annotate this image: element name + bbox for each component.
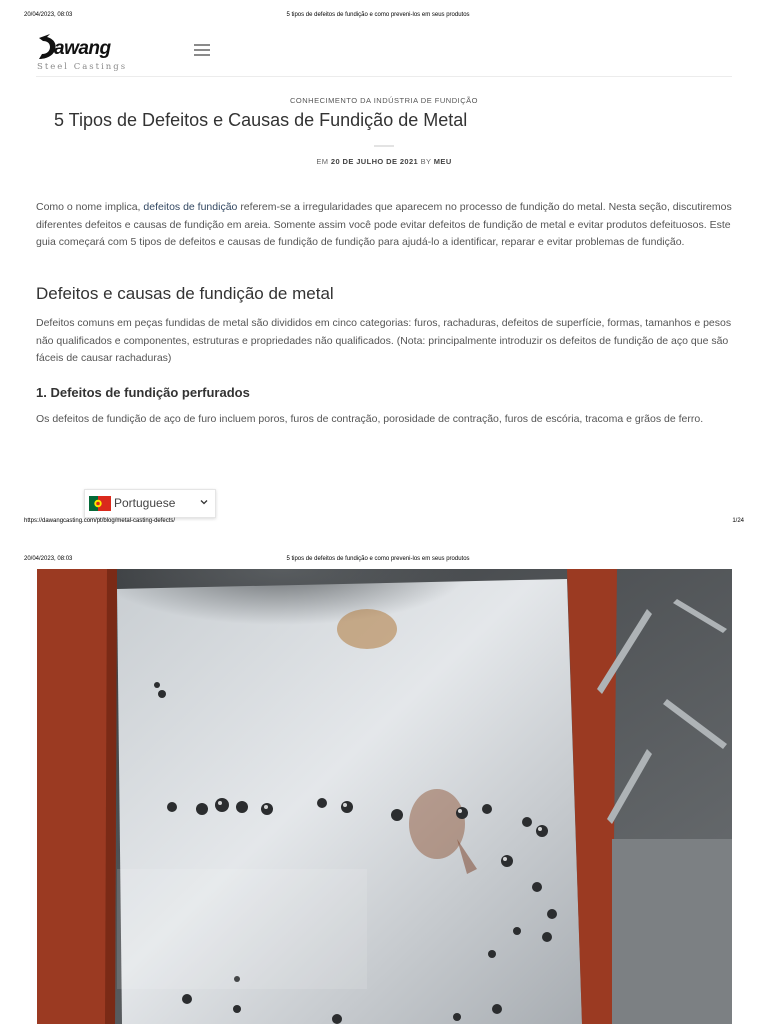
subsection-paragraph-container <box>36 411 732 429</box>
intro-text-end: referem-se a irregularidades que aparecem no processo de fundição do metal. Nesta seção, discutiremos diferentes defeitos e causas de fundição em areia. Somente assim você pode evitar defeitos de fundição de metal e evitar produtos defeituosos. Este guia começará com 5 tipos de defeitos e causas de fundição de fundição para ajudá-lo a identificar, reparar e evitar problemas de fundição. <box>36 201 732 248</box>
article-intro <box>36 199 732 252</box>
print-url[interactable]: https://dawangcasting.com/pt/blog/metal-casting-defects/ <box>24 518 176 524</box>
chevron-down-icon <box>199 497 209 507</box>
article-meta <box>0 157 768 166</box>
subsection-heading: 1. Defeitos de fundição perfurados <box>36 385 250 400</box>
print-page-number: 1/24 <box>732 518 744 524</box>
site-header <box>36 30 732 77</box>
logo-tagline: Steel Castings <box>37 62 128 72</box>
language-label: Portuguese <box>114 496 176 510</box>
print-footer <box>24 518 744 528</box>
intro-text-start: Como o nome implica, <box>36 201 141 213</box>
logo[interactable] <box>36 32 136 74</box>
meta-date[interactable]: 20 DE JULHO DE 2021 <box>330 157 419 166</box>
hamburger-icon <box>194 44 210 46</box>
section-paragraph-container <box>36 315 732 368</box>
casting-photo-image <box>37 569 732 1024</box>
title-divider <box>374 145 394 147</box>
hamburger-menu-button[interactable] <box>194 44 210 58</box>
print-date: 20/04/2023, 08:03 <box>24 556 73 562</box>
print-header-page-2 <box>24 556 732 568</box>
portugal-flag-icon <box>89 496 111 511</box>
meta-author[interactable]: MEU <box>433 157 452 166</box>
article-title: 5 Tipos de Defeitos e Causas de Fundição de Metal <box>54 110 468 130</box>
print-date: 20/04/2023, 08:03 <box>24 12 73 18</box>
meta-by: BY <box>420 157 432 166</box>
casting-defects-link[interactable]: defeitos de fundição <box>143 201 238 213</box>
subsection-heading-container <box>36 385 732 400</box>
casting-defects-photo <box>37 569 732 1024</box>
meta-prefix: EM <box>316 157 329 166</box>
logo-wordmark: awang <box>54 38 111 59</box>
article-category[interactable]: CONHECIMENTO DA INDÚSTRIA DE FUNDIÇÃO <box>290 96 478 105</box>
section-heading: Defeitos e causas de fundição de metal <box>36 284 334 303</box>
print-page-title: 5 tipos de defeitos de fundição e como preveni-los em seus produtos <box>286 556 470 562</box>
language-select[interactable] <box>84 489 216 518</box>
print-header <box>24 12 732 24</box>
subsection-paragraph: Os defeitos de fundição de aço de furo incluem poros, furos de contração, porosidade de contração, furos de escória, tracoma e grãos de ferro. <box>36 413 704 425</box>
section-heading-container <box>36 284 732 304</box>
section-paragraph: Defeitos comuns em peças fundidas de metal são divididos em cinco categorias: furos, rachaduras, defeitos de superfície, formas, tamanhos e pesos não qualificados e componentes, estruturas e propriedades não qualificados. (Nota: principalmente introduzir os defeitos de fundição de aço que são fáceis de causar rachaduras) <box>36 317 732 364</box>
print-page-title: 5 tipos de defeitos de fundição e como preveni-los em seus produtos <box>286 12 470 18</box>
